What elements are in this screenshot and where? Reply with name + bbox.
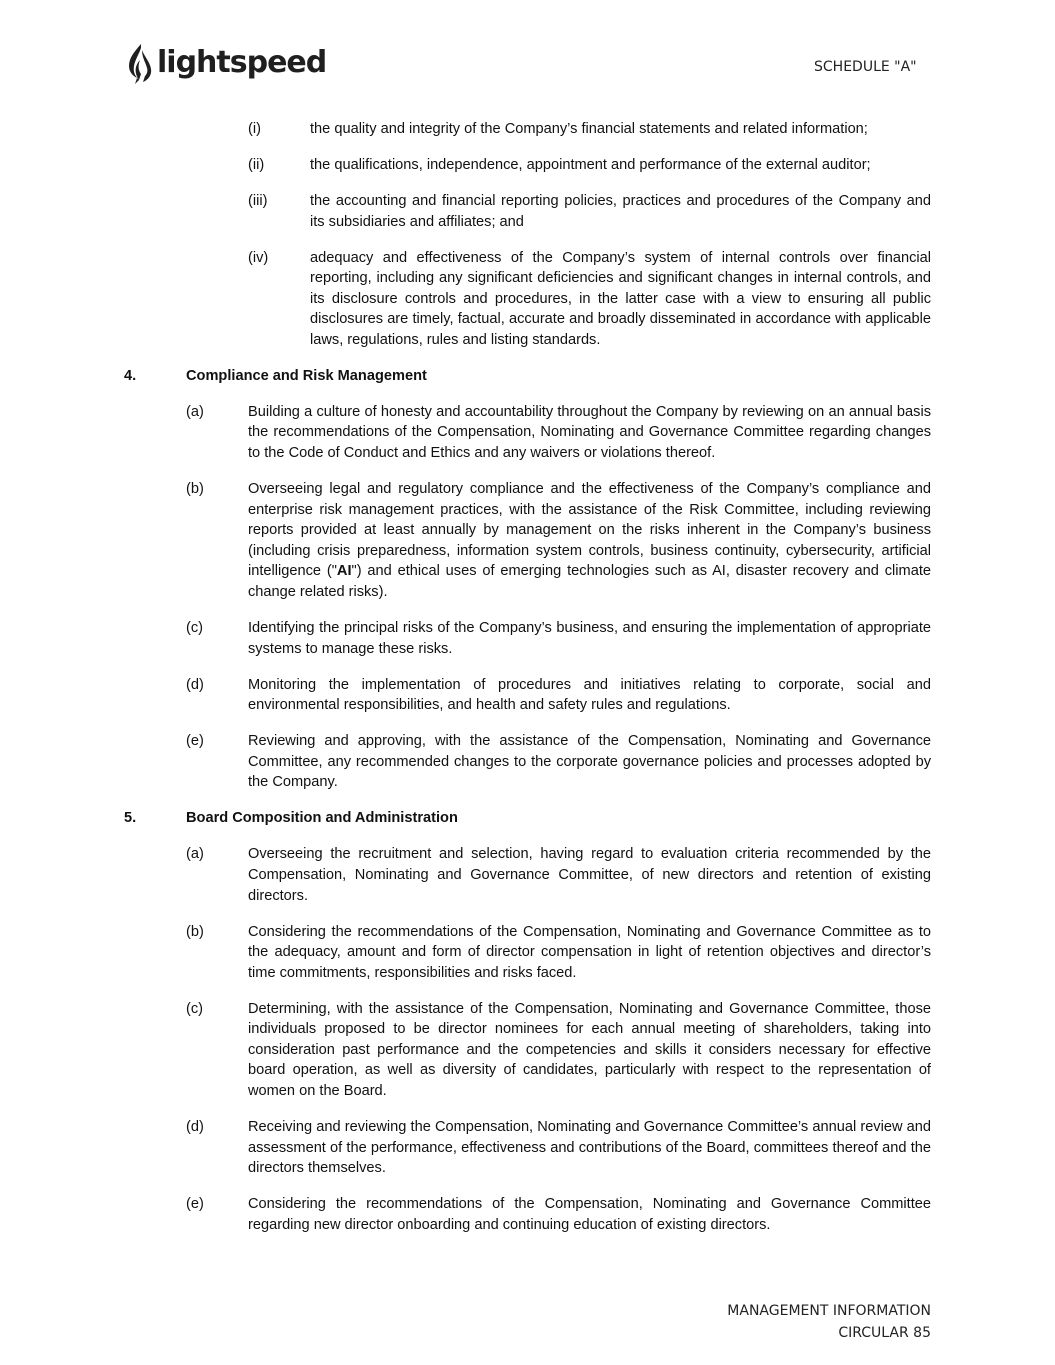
list-item	[0, 618, 1055, 659]
item-text: Considering the recommendations of the Compensation, Nominating and Governance Committee as to the adequacy, amount and form of director compensation in light of retention objectives and director’s time commitments, responsibilities and risks faced.	[248, 923, 931, 981]
item-text: Determining, with the assistance of the Compensation, Nominating and Governance Committee, those individuals proposed to be director nominees for each annual meeting of shareholders, taking into consideration past performance and the competencies and skills it considers necessary for effective board operation, as well as diversity of candidates, particularly with respect to the representation of women on the Board.	[248, 1000, 931, 1100]
item-text: Receiving and reviewing the Compensation, Nominating and Governance Committee’s annual review and assessment of the performance, effectiveness and contributions of the Board, committees thereof and the directors themselves.	[248, 1119, 931, 1177]
section-number: 4.	[124, 367, 137, 384]
item-text: the accounting and financial reporting policies, practices and procedures of the Company and its subsidiaries and affiliates; and	[310, 192, 931, 230]
item-text: Reviewing and approving, with the assistance of the Compensation, Nominating and Governance Committee, any recommended changes to the corporate governance policies and processes adopted by the Company.	[248, 733, 931, 791]
lightspeed-logo	[126, 42, 326, 86]
item-text: Considering the recommendations of the Compensation, Nominating and Governance Committee regarding new director onboarding and continuing education of existing directors.	[248, 1196, 931, 1233]
item-number: (iv)	[248, 249, 269, 266]
logo-wordmark: lightspeed	[157, 44, 327, 80]
item-number: (a)	[186, 846, 204, 863]
document-body	[0, 119, 1055, 1251]
item-text: Monitoring the implementation of procedures and initiatives relating to corporate, social and environmental responsibilities, and health and safety rules and regulations.	[248, 676, 931, 714]
footer-line: MANAGEMENT INFORMATION	[727, 1303, 931, 1319]
list-item	[0, 479, 1055, 603]
item-text: the qualifications, independence, appointment and performance of the external auditor;	[310, 156, 871, 173]
list-item	[0, 1117, 1055, 1179]
schedule-label: SCHEDULE "A"	[814, 59, 917, 75]
list-item	[0, 248, 1055, 351]
item-text: Building a culture of honesty and accountability throughout the Company by reviewing on an annual basis the recommendations of the Compensation, Nominating and Governance Committee regarding changes to the Code of Conduct and Ethics and any waivers or violations thereof.	[248, 403, 931, 462]
page-footer	[727, 1300, 931, 1344]
list-item	[0, 844, 1055, 906]
section-heading-board	[0, 808, 1055, 829]
list-item	[0, 155, 1055, 176]
section-title: Board Composition and Administration	[186, 810, 458, 827]
flame-logo-icon	[126, 42, 156, 86]
item-number: (a)	[186, 403, 204, 420]
list-item	[0, 731, 1055, 793]
item-text: Identifying the principal risks of the Company’s business, and ensuring the implementation of appropriate systems to manage these risks.	[248, 620, 931, 657]
item-text: the quality and integrity of the Company’s financial statements and related information;	[310, 121, 868, 137]
defined-term: AI	[336, 563, 352, 580]
item-number: (ii)	[248, 156, 265, 173]
item-number: (e)	[186, 1196, 204, 1213]
item-number: (e)	[186, 733, 204, 750]
item-number: (b)	[186, 923, 204, 940]
item-number: (iii)	[248, 192, 268, 209]
section-number: 5.	[124, 810, 137, 827]
section-heading-compliance	[0, 366, 1055, 387]
item-text-part: ") and ethical uses of emerging technologies such as AI, disaster recovery and climate change related risks).	[248, 563, 931, 601]
item-number: (c)	[186, 620, 204, 637]
section-title: Compliance and Risk Management	[186, 367, 427, 384]
item-number: (c)	[186, 1000, 204, 1017]
item-text	[248, 479, 931, 603]
item-number: (b)	[186, 481, 204, 498]
item-text: Overseeing the recruitment and selection, having regard to evaluation criteria recommended by the Compensation, Nominating and Governance Committee, of new directors and retention of existing directors.	[248, 846, 931, 904]
item-number: (d)	[186, 676, 204, 693]
list-item	[0, 1194, 1055, 1235]
item-text-part: Overseeing legal and regulatory compliance and the effectiveness of the Company’s compliance and enterprise risk management practices, with the assistance of the Risk Committee, including reviewing reports provided at least annually by management on the risks inherent in the Company’s business (including crisis preparedness, information system controls, business continuity, cybersecurity, artificial intelligence ("	[248, 481, 931, 580]
list-item	[0, 119, 1055, 140]
item-number: (d)	[186, 1119, 204, 1136]
list-item	[0, 922, 1055, 984]
item-text: adequacy and effectiveness of the Company’s system of internal controls over financial reporting, including any significant deficiencies and significant changes in internal controls, and its disclosure controls and procedures, in the latter case with a view to ensuring all public disclosures are timely, factual, accurate and broadly disseminated in accordance with applicable laws, regulations, rules and listing standards.	[310, 249, 931, 348]
list-item	[0, 999, 1055, 1102]
item-number: (i)	[248, 121, 261, 137]
list-item	[0, 675, 1055, 716]
list-item	[0, 402, 1055, 464]
page-number: CIRCULAR 85	[838, 1325, 931, 1341]
list-item	[0, 191, 1055, 232]
